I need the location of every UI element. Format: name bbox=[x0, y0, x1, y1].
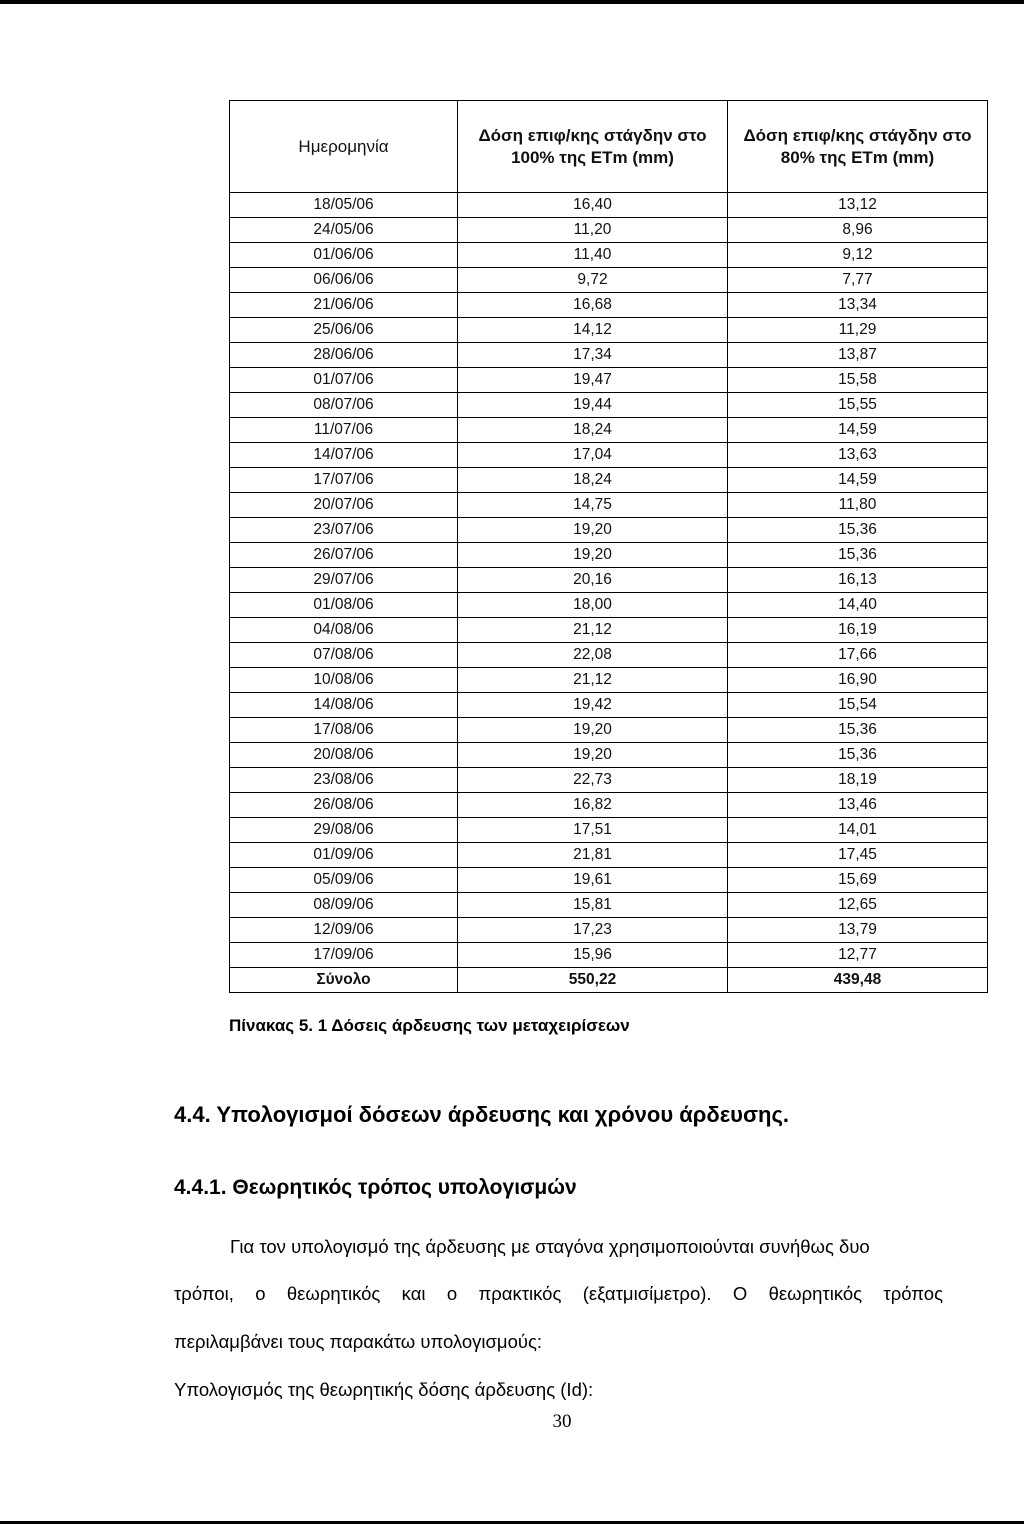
table-row bbox=[230, 343, 988, 368]
date-cell: 06/06/06 bbox=[230, 268, 458, 293]
dose-80-cell: 13,79 bbox=[728, 918, 988, 943]
dose-100-cell: 20,16 bbox=[458, 568, 728, 593]
dose-80-cell: 13,87 bbox=[728, 343, 988, 368]
table-header-row bbox=[230, 101, 988, 193]
dose-100-cell: 19,42 bbox=[458, 693, 728, 718]
dose-80-cell: 13,34 bbox=[728, 293, 988, 318]
date-cell: 10/08/06 bbox=[230, 668, 458, 693]
dose-100-cell: 16,68 bbox=[458, 293, 728, 318]
dose-80-cell: 9,12 bbox=[728, 243, 988, 268]
dose-80-cell: 15,36 bbox=[728, 718, 988, 743]
dose-100-cell: 19,20 bbox=[458, 518, 728, 543]
table-caption: Πίνακας 5. 1 Δόσεις άρδευσης των μεταχειρίσεων bbox=[229, 1016, 630, 1035]
table-body bbox=[230, 193, 988, 993]
table-row bbox=[230, 468, 988, 493]
table-row bbox=[230, 543, 988, 568]
dose-80-cell: 15,36 bbox=[728, 743, 988, 768]
table-row bbox=[230, 818, 988, 843]
dose-80-cell: 18,19 bbox=[728, 768, 988, 793]
date-cell: 23/08/06 bbox=[230, 768, 458, 793]
dose-100-cell: 16,40 bbox=[458, 193, 728, 218]
dose-80-cell: 14,59 bbox=[728, 418, 988, 443]
table-row bbox=[230, 568, 988, 593]
date-cell: 01/09/06 bbox=[230, 843, 458, 868]
dose-80-cell: 15,36 bbox=[728, 518, 988, 543]
date-cell: 28/06/06 bbox=[230, 343, 458, 368]
dose-100-cell: 15,96 bbox=[458, 943, 728, 968]
dose-100-cell: 15,81 bbox=[458, 893, 728, 918]
dose-80-cell: 16,19 bbox=[728, 618, 988, 643]
dose-80-cell: 8,96 bbox=[728, 218, 988, 243]
subsection-heading: 4.4.1. Θεωρητικός τρόπος υπολογισμών bbox=[174, 1176, 577, 1199]
dose-80-cell: 14,40 bbox=[728, 593, 988, 618]
table-row bbox=[230, 868, 988, 893]
page-number: 30 bbox=[552, 1411, 572, 1432]
dose-100-cell: 17,51 bbox=[458, 818, 728, 843]
table-row bbox=[230, 218, 988, 243]
dose-100-cell: 19,20 bbox=[458, 718, 728, 743]
table-row bbox=[230, 893, 988, 918]
table-row bbox=[230, 243, 988, 268]
dose-80-cell: 7,77 bbox=[728, 268, 988, 293]
date-cell: 24/05/06 bbox=[230, 218, 458, 243]
table-row bbox=[230, 918, 988, 943]
dose-100-cell: 17,23 bbox=[458, 918, 728, 943]
dose-100-cell: 17,34 bbox=[458, 343, 728, 368]
date-cell: 21/06/06 bbox=[230, 293, 458, 318]
table-row bbox=[230, 693, 988, 718]
dose-80-cell: 15,55 bbox=[728, 393, 988, 418]
dose-80-cell: 17,45 bbox=[728, 843, 988, 868]
table-row bbox=[230, 193, 988, 218]
date-cell: 12/09/06 bbox=[230, 918, 458, 943]
dose-80-cell: 14,59 bbox=[728, 468, 988, 493]
dose-100-cell: 19,61 bbox=[458, 868, 728, 893]
date-cell: 25/06/06 bbox=[230, 318, 458, 343]
table-row bbox=[230, 718, 988, 743]
dose-100-cell: 22,73 bbox=[458, 768, 728, 793]
table-row bbox=[230, 493, 988, 518]
dose-100-cell: 14,12 bbox=[458, 318, 728, 343]
table-row bbox=[230, 843, 988, 868]
dose-100-cell: 19,44 bbox=[458, 393, 728, 418]
dose-100-cell: 16,82 bbox=[458, 793, 728, 818]
header-dose-100: Δόση επιφ/κης στάγδην στο 100% της ETm (mm) bbox=[458, 101, 728, 193]
dose-100-cell: 21,81 bbox=[458, 843, 728, 868]
dose-80-cell: 14,01 bbox=[728, 818, 988, 843]
date-cell: 08/07/06 bbox=[230, 393, 458, 418]
date-cell: 11/07/06 bbox=[230, 418, 458, 443]
dose-100-cell: 19,47 bbox=[458, 368, 728, 393]
dose-100-cell: 14,75 bbox=[458, 493, 728, 518]
date-cell: 29/08/06 bbox=[230, 818, 458, 843]
table-row bbox=[230, 743, 988, 768]
date-cell: 17/09/06 bbox=[230, 943, 458, 968]
table-row bbox=[230, 593, 988, 618]
dose-80-cell: 13,12 bbox=[728, 193, 988, 218]
table-row bbox=[230, 943, 988, 968]
total-label-cell: Σύνολο bbox=[230, 968, 458, 993]
dose-80-cell: 15,69 bbox=[728, 868, 988, 893]
dose-80-cell: 17,66 bbox=[728, 643, 988, 668]
date-cell: 07/08/06 bbox=[230, 643, 458, 668]
dose-80-cell: 15,54 bbox=[728, 693, 988, 718]
date-cell: 01/08/06 bbox=[230, 593, 458, 618]
table-total-row bbox=[230, 968, 988, 993]
dose-100-cell: 18,24 bbox=[458, 468, 728, 493]
date-cell: 29/07/06 bbox=[230, 568, 458, 593]
dose-100-cell: 17,04 bbox=[458, 443, 728, 468]
dose-80-cell: 15,36 bbox=[728, 543, 988, 568]
dose-80-cell: 16,90 bbox=[728, 668, 988, 693]
dose-80-cell: 15,58 bbox=[728, 368, 988, 393]
dose-80-cell: 12,65 bbox=[728, 893, 988, 918]
dose-100-cell: 21,12 bbox=[458, 668, 728, 693]
dose-80-cell: 13,46 bbox=[728, 793, 988, 818]
dose-100-cell: 19,20 bbox=[458, 543, 728, 568]
dose-100-cell: 9,72 bbox=[458, 268, 728, 293]
date-cell: 20/08/06 bbox=[230, 743, 458, 768]
date-cell: 23/07/06 bbox=[230, 518, 458, 543]
dose-100-cell: 18,00 bbox=[458, 593, 728, 618]
date-cell: 04/08/06 bbox=[230, 618, 458, 643]
section-heading: 4.4. Υπολογισμοί δόσεων άρδευσης και χρόνου άρδευσης. bbox=[174, 1102, 790, 1127]
paragraph-line: περιλαμβάνει τους παρακάτω υπολογισμούς: bbox=[174, 1331, 543, 1352]
table-row bbox=[230, 793, 988, 818]
dose-100-cell: 19,20 bbox=[458, 743, 728, 768]
dose-100-cell: 11,40 bbox=[458, 243, 728, 268]
dose-100-cell: 18,24 bbox=[458, 418, 728, 443]
table-row bbox=[230, 318, 988, 343]
table-row bbox=[230, 293, 988, 318]
date-cell: 20/07/06 bbox=[230, 493, 458, 518]
paragraph-line: Για τον υπολογισμό της άρδευσης με σταγόνα χρησιμοποιούνται συνήθως δυο bbox=[230, 1236, 870, 1257]
dose-80-cell: 12,77 bbox=[728, 943, 988, 968]
table-row bbox=[230, 668, 988, 693]
total-dose-100-cell: 550,22 bbox=[458, 968, 728, 993]
table-row bbox=[230, 368, 988, 393]
table-row bbox=[230, 643, 988, 668]
irrigation-dose-table bbox=[229, 100, 988, 993]
dose-80-cell: 16,13 bbox=[728, 568, 988, 593]
paragraph-line: τρόποι, ο θεωρητικός και ο πρακτικός (εξατμισίμετρο). Ο θεωρητικός τρόπος bbox=[174, 1283, 943, 1304]
scan-edge-top bbox=[0, 0, 1024, 4]
date-cell: 01/06/06 bbox=[230, 243, 458, 268]
date-cell: 17/07/06 bbox=[230, 468, 458, 493]
date-cell: 26/07/06 bbox=[230, 543, 458, 568]
date-cell: 01/07/06 bbox=[230, 368, 458, 393]
table-row bbox=[230, 418, 988, 443]
dose-100-cell: 11,20 bbox=[458, 218, 728, 243]
date-cell: 26/08/06 bbox=[230, 793, 458, 818]
dose-80-cell: 11,80 bbox=[728, 493, 988, 518]
date-cell: 05/09/06 bbox=[230, 868, 458, 893]
header-date: Ημερομηνία bbox=[230, 101, 458, 193]
dose-100-cell: 22,08 bbox=[458, 643, 728, 668]
dose-80-cell: 11,29 bbox=[728, 318, 988, 343]
date-cell: 14/07/06 bbox=[230, 443, 458, 468]
paragraph-line: Υπολογισμός της θεωρητικής δόσης άρδευσης (Id): bbox=[174, 1379, 594, 1400]
header-dose-80: Δόση επιφ/κης στάγδην στο 80% της ETm (mm) bbox=[728, 101, 988, 193]
dose-80-cell: 13,63 bbox=[728, 443, 988, 468]
total-dose-80-cell: 439,48 bbox=[728, 968, 988, 993]
date-cell: 14/08/06 bbox=[230, 693, 458, 718]
date-cell: 08/09/06 bbox=[230, 893, 458, 918]
dose-100-cell: 21,12 bbox=[458, 618, 728, 643]
table-row bbox=[230, 443, 988, 468]
table-row bbox=[230, 268, 988, 293]
date-cell: 18/05/06 bbox=[230, 193, 458, 218]
table-row bbox=[230, 618, 988, 643]
table-row bbox=[230, 393, 988, 418]
table-row bbox=[230, 768, 988, 793]
date-cell: 17/08/06 bbox=[230, 718, 458, 743]
table-row bbox=[230, 518, 988, 543]
